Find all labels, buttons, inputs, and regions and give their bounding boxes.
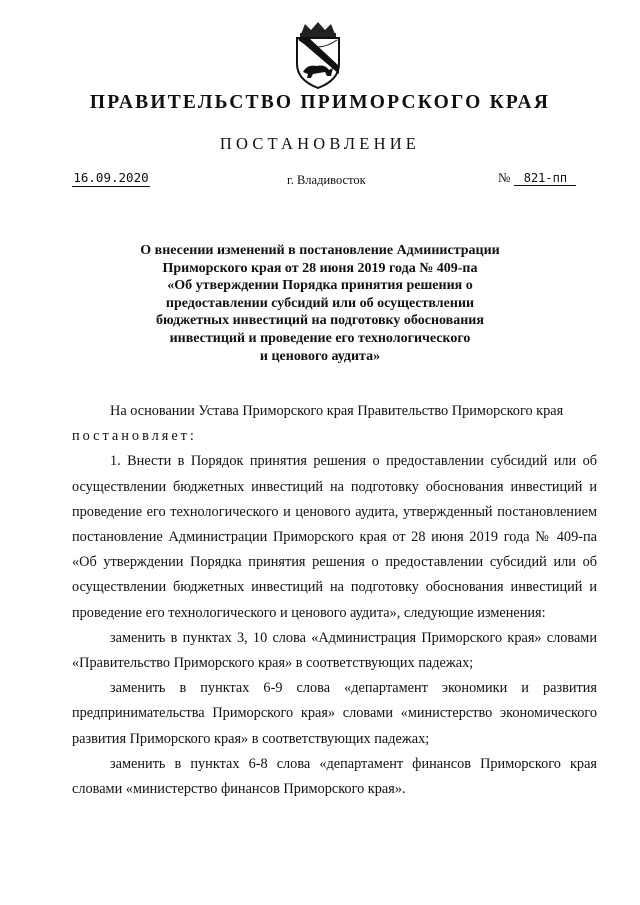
document-number: 821-пп — [514, 171, 576, 186]
government-name: ПРАВИТЕЛЬСТВО ПРИМОРСКОГО КРАЯ — [89, 92, 551, 113]
title-line: О внесении изменений в постановление Администрации — [140, 243, 500, 258]
paragraph-change-2: заменить в пунктах 6-9 слова «департамент экономики и развития предпринимательства Приморского края» словами «министерство экономического развития Приморского края» в соответствующих падежах; — [72, 680, 597, 747]
number-sign: № — [498, 170, 511, 185]
document-type: ПОСТАНОВЛЕНИЕ — [219, 134, 421, 153]
document-city: г. Владивосток — [287, 173, 366, 187]
document-body — [72, 399, 597, 802]
document-number-field — [498, 170, 576, 186]
title-line: инвестиций и проведение его технологического — [169, 330, 471, 346]
primorsky-coat-of-arms-emblem — [287, 20, 349, 90]
title-line: «Об утверждении Порядка принятия решения о — [167, 278, 473, 294]
paragraph-change-1: заменить в пунктах 3, 10 слова «Администрация Приморского края» словами «Правительство Приморского края» в соответствующих падежах; — [72, 629, 597, 672]
title-line: бюджетных инвестиций на подготовку обоснования — [156, 313, 484, 329]
paragraph-change-3: заменить в пунктах 6-8 слова «департамент финансов Приморского края словами «министерство финансов Приморского края». — [72, 755, 597, 798]
decree-word: постановляет: — [72, 428, 197, 445]
title-line: и ценового аудита» — [259, 348, 381, 364]
document-title — [90, 242, 550, 365]
title-line: предоставлении субсидий или об осуществлении — [165, 295, 475, 311]
paragraph-item-1: 1. Внести в Порядок принятия решения о предоставлении субсидий или об осуществлении бюджетных инвестиций на подготовку обоснования инвестиций и проведение его технологического и ценового аудита, утвержденный постановлением постановление Администрации Приморского края от 28 июня 2019 года № 409-па «Об утверждении Порядка принятия решения о предоставлении субсидий или об осуществлении бюджетных инвестиций на подготовку обоснования инвестиций и проведение его технологического и ценового аудита», следующие изменения: — [72, 453, 597, 621]
title-line: Приморского края от 28 июня 2019 года № 409-па — [162, 260, 478, 276]
intro-paragraph: На основании Устава Приморского края Правительство Приморского края — [110, 403, 564, 419]
document-date: 16.09.2020 — [73, 170, 149, 185]
